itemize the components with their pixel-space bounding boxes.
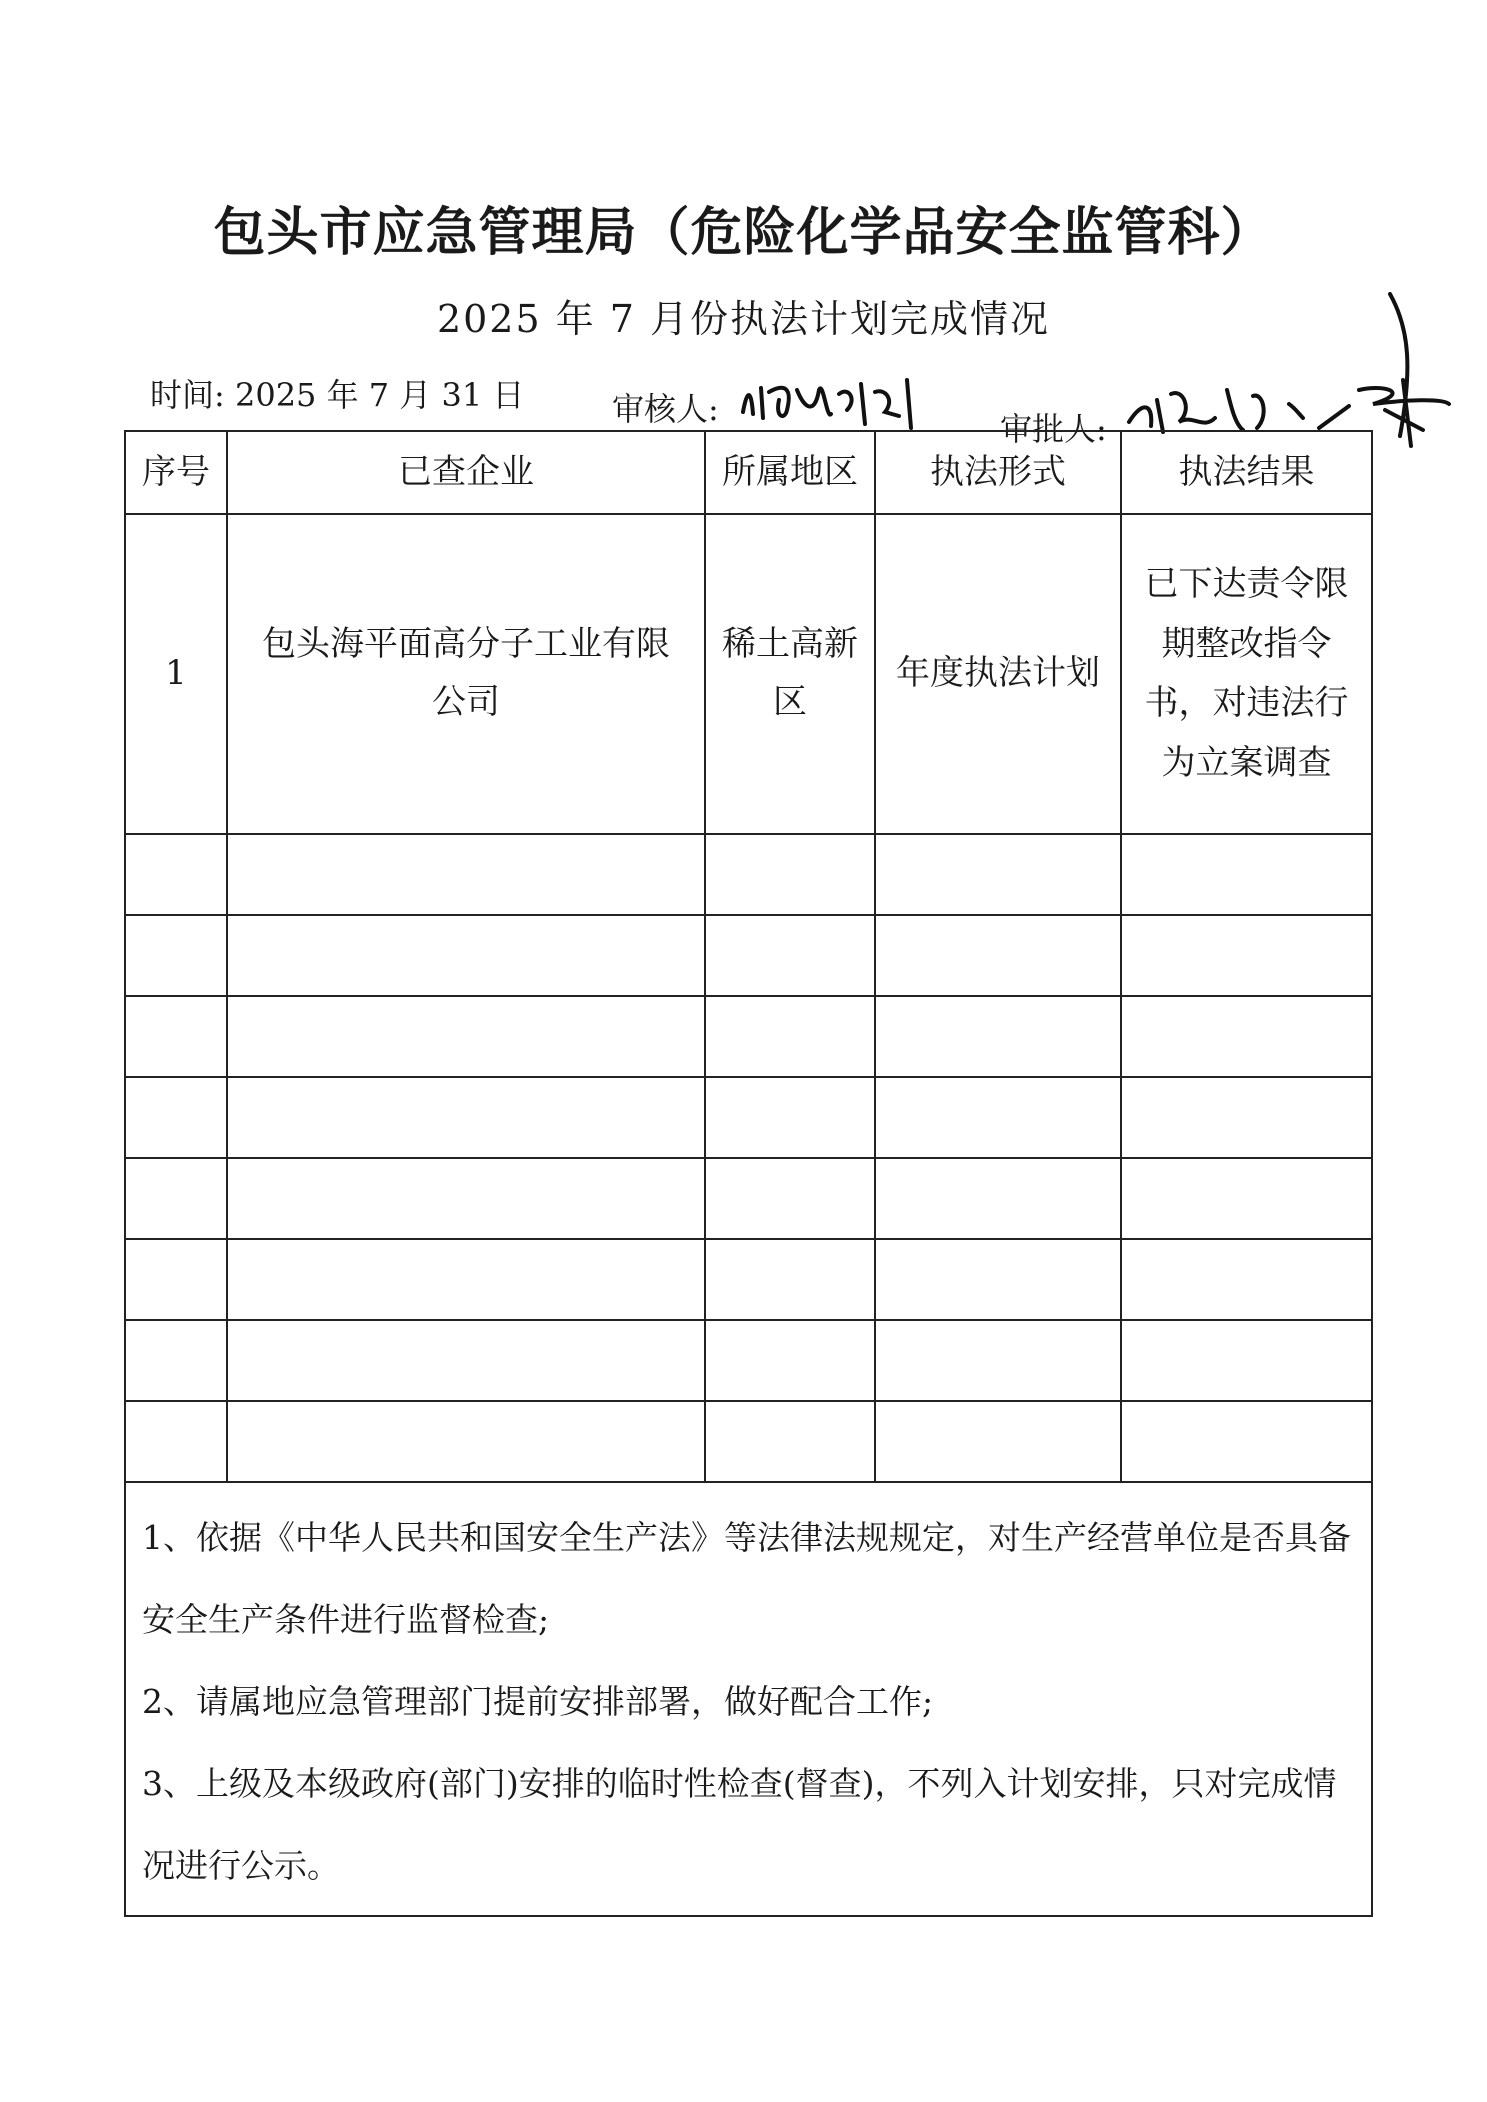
cell-company: 包头海平面高分子工业有限公司 <box>227 514 705 834</box>
reviewer-line <box>612 370 935 430</box>
signature-stroke-mark <box>1370 290 1430 440</box>
enforcement-table <box>124 430 1373 1917</box>
reviewer-label: 审核人: <box>612 390 719 428</box>
note-item: 2、请属地应急管理部门提前安排部署，做好配合工作; <box>142 1682 934 1721</box>
reviewer-signature <box>735 370 935 430</box>
date-value: 2025 年 7 月 31 日 <box>234 376 525 414</box>
date-label: 时间: <box>150 376 225 414</box>
header-region: 所属地区 <box>705 431 875 514</box>
document-subtitle: 2025 年 7 月份执法计划完成情况 <box>436 297 1051 341</box>
cell-result: 已下达责令限期整改指令书，对违法行为立案调查 <box>1121 514 1372 834</box>
note-item: 3、上级及本级政府(部门)安排的临时性检查(督查)，不列入计划安排，只对完成情况进行公示。 <box>142 1764 1337 1885</box>
blank-row <box>125 1158 1372 1239</box>
header-no: 序号 <box>125 431 227 514</box>
header-form: 执法形式 <box>875 431 1121 514</box>
blank-row <box>125 1401 1372 1482</box>
date-line <box>150 370 524 416</box>
blank-row <box>125 1320 1372 1401</box>
cell-no: 1 <box>125 514 227 834</box>
blank-row <box>125 996 1372 1077</box>
blank-row <box>125 915 1372 996</box>
header-result: 执法结果 <box>1121 431 1372 514</box>
blank-row <box>125 1077 1372 1158</box>
note-item: 1、依据《中华人民共和国安全生产法》等法律法规规定，对生产经营单位是否具备安全生产条件进行监督检查; <box>142 1518 1351 1639</box>
document-title: 包头市应急管理局（危险化学品安全监管科） <box>213 203 1274 263</box>
header-company: 已查企业 <box>227 431 705 514</box>
cell-region: 稀土高新区 <box>705 514 875 834</box>
cell-form: 年度执法计划 <box>875 514 1121 834</box>
notes-cell <box>125 1482 1372 1916</box>
table-header-row <box>125 431 1372 514</box>
approver-label: 审批人: <box>1000 410 1107 448</box>
notes-row <box>125 1482 1372 1916</box>
blank-row <box>125 834 1372 915</box>
blank-row <box>125 1239 1372 1320</box>
table-row <box>125 514 1372 834</box>
